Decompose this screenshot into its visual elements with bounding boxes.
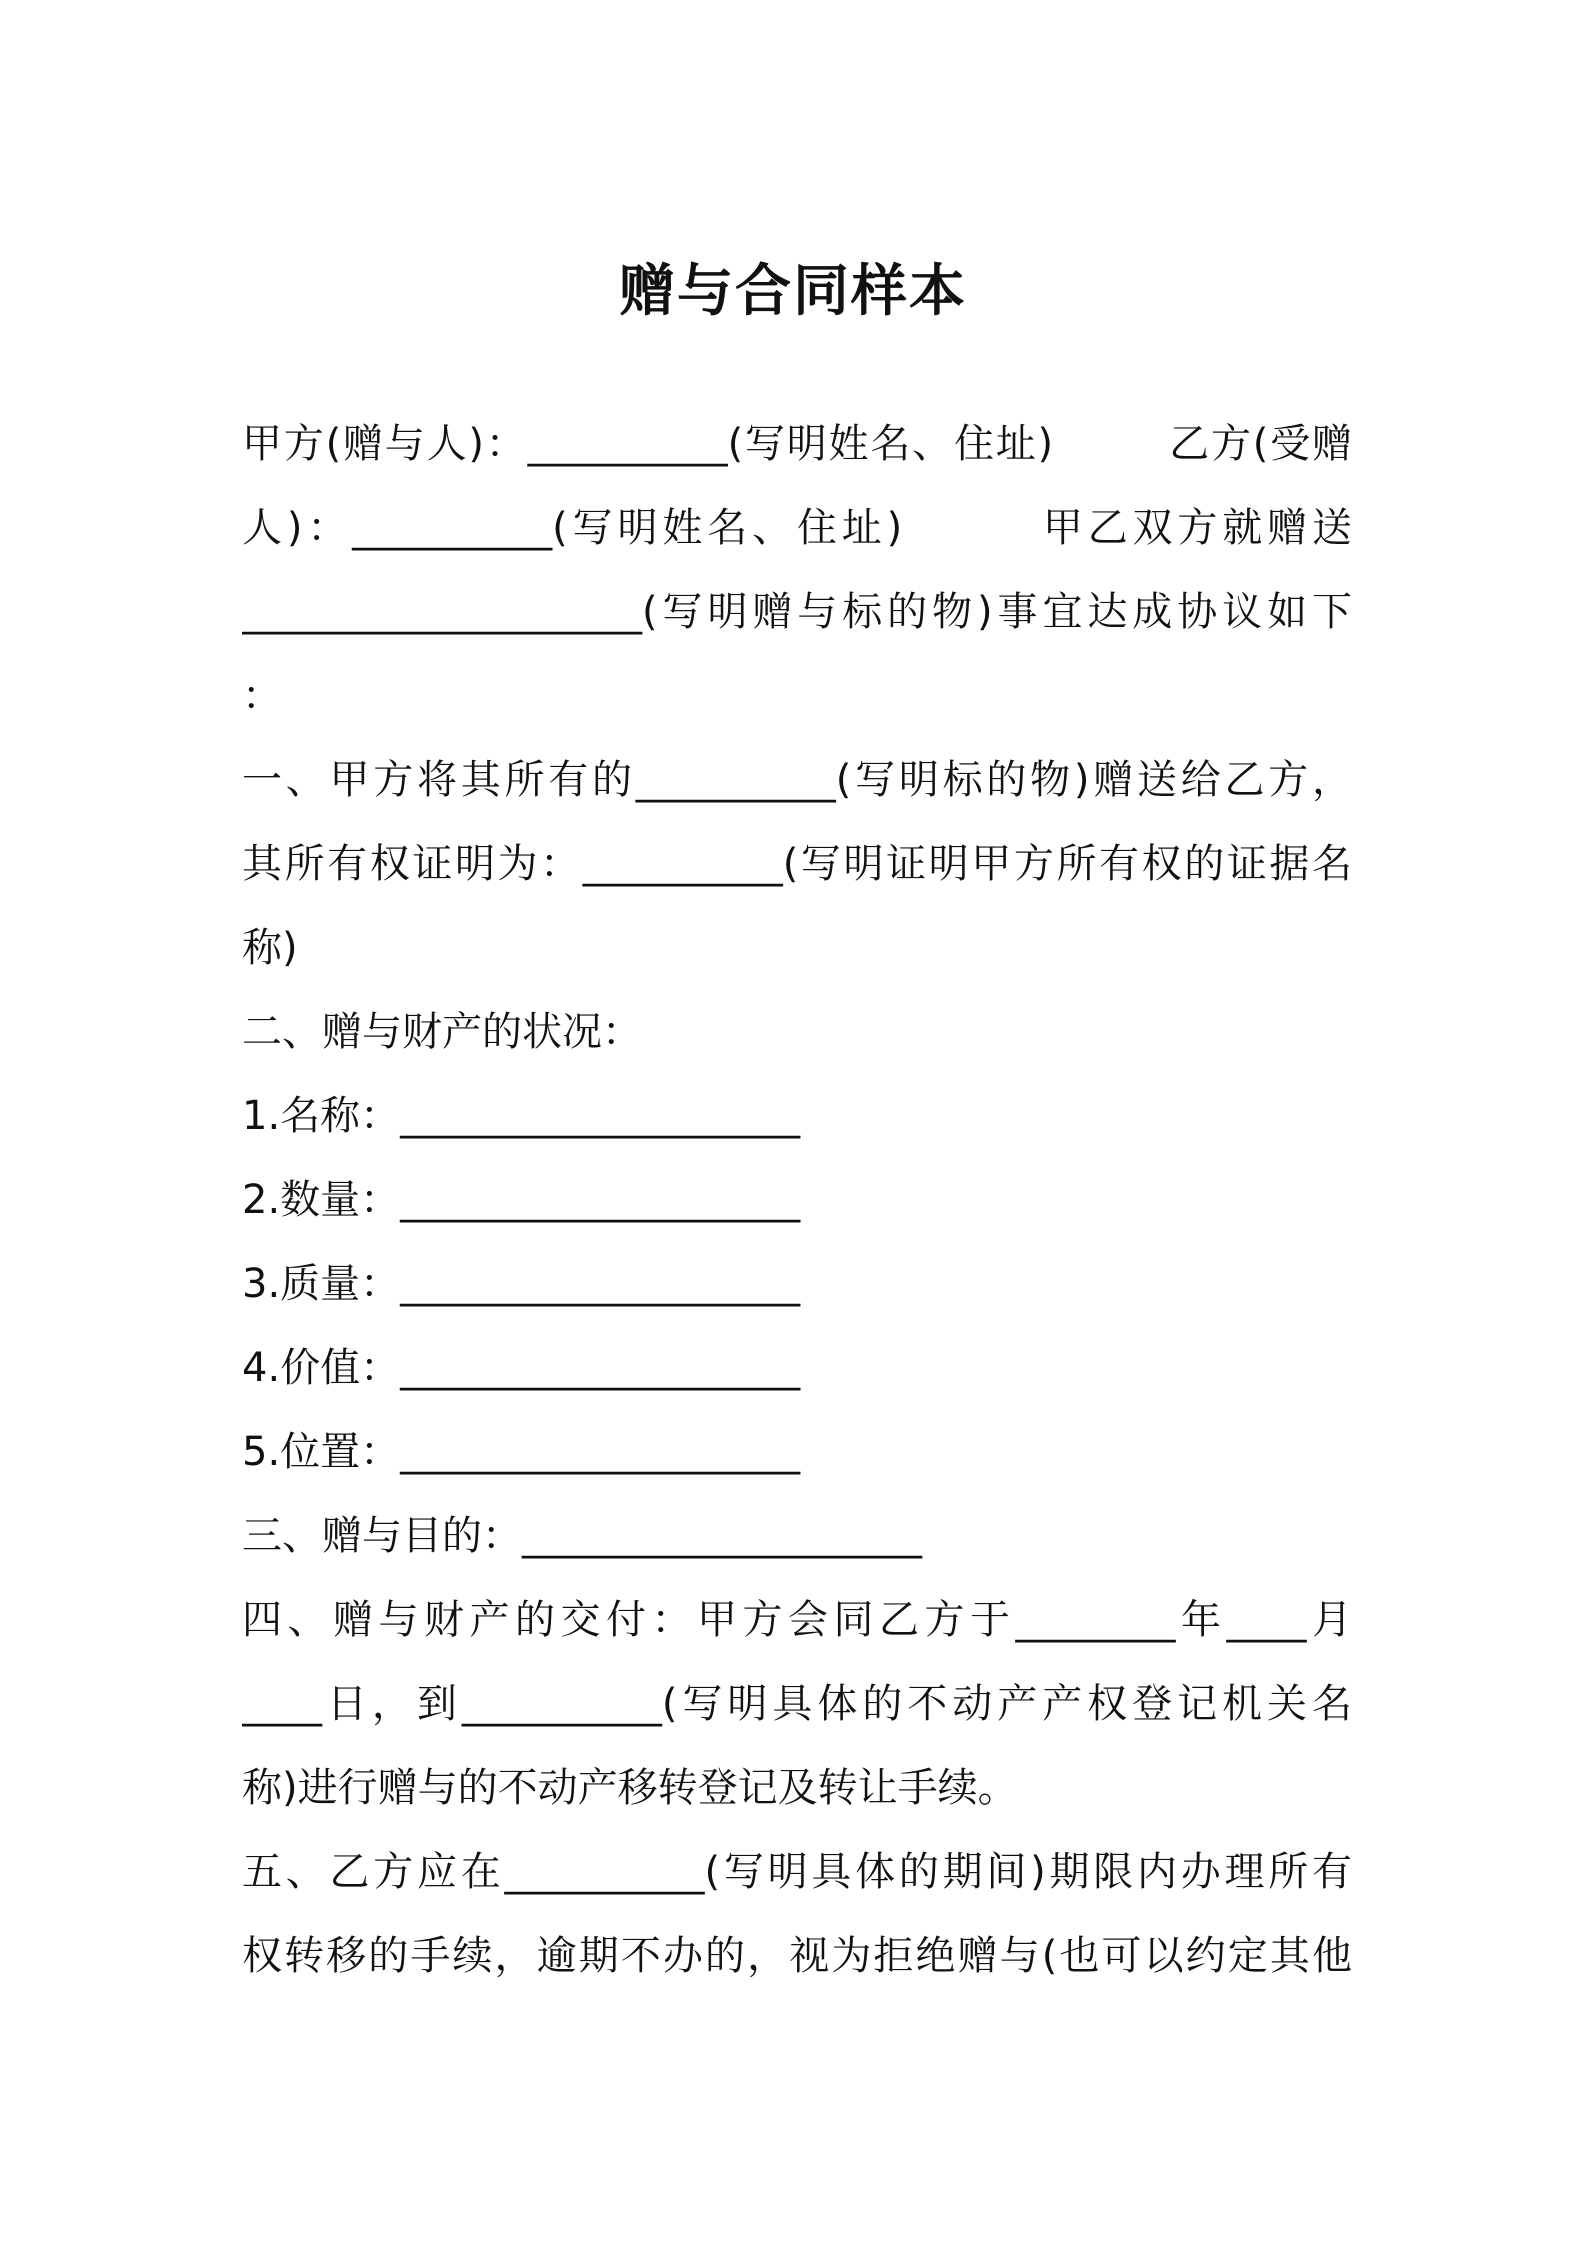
text-line-parties-2: 人)：__________(写明姓名、住址) 甲乙双方就赠送 <box>242 505 1352 551</box>
text-line-clause-2: 二、赠与财产的状况： <box>242 1009 642 1055</box>
text-line-item-location: 5.位置：____________________ <box>242 1429 801 1475</box>
text-line-clause-1b: 其所有权证明为：__________(写明证明甲方所有权的证据名 <box>242 841 1352 887</box>
text-line-clause-1c: 称) <box>242 925 298 971</box>
document-title: 赠与合同样本 <box>619 259 967 324</box>
text-line-clause-4c: 称)进行赠与的不动产移转登记及转让手续。 <box>242 1765 1018 1811</box>
text-line-clause-4b: ____日，到__________(写明具体的不动产产权登记机关名 <box>242 1681 1352 1727</box>
text-line-parties-3: ____________________(写明赠与标的物)事宜达成协议如下 <box>242 589 1352 635</box>
text-line-clause-4a: 四、赠与财产的交付：甲方会同乙方于________年____月 <box>242 1597 1352 1643</box>
text-line-parties-1: 甲方(赠与人)：__________(写明姓名、住址) 乙方(受赠 <box>242 421 1352 467</box>
text-line-clause-5b: 权转移的手续，逾期不办的，视为拒绝赠与(也可以约定其他 <box>242 1933 1352 1979</box>
text-line-clause-3: 三、赠与目的：____________________ <box>242 1513 922 1559</box>
text-line-item-value: 4.价值：____________________ <box>242 1345 801 1391</box>
text-line-item-quality: 3.质量：____________________ <box>242 1261 801 1307</box>
text-line-clause-1a: 一、甲方将其所有的__________(写明标的物)赠送给乙方， <box>242 757 1352 803</box>
text-line-parties-4: ： <box>242 673 282 719</box>
text-line-clause-5a: 五、乙方应在__________(写明具体的期间)期限内办理所有 <box>242 1849 1352 1895</box>
text-line-item-name: 1.名称：____________________ <box>242 1093 801 1139</box>
text-line-item-quantity: 2.数量：____________________ <box>242 1177 801 1223</box>
